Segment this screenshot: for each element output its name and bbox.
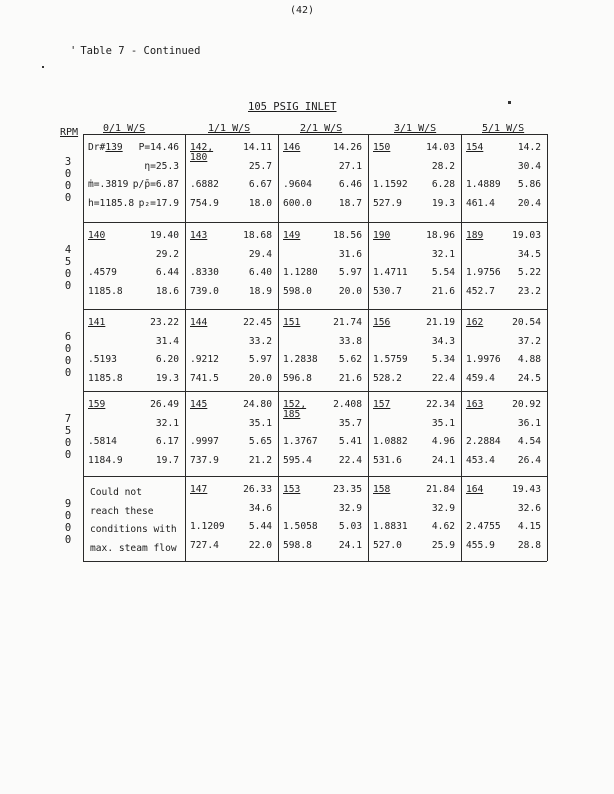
flow-value: 1.9976 xyxy=(466,354,501,365)
run-number xyxy=(373,230,390,242)
enthalpy-value: 1185.8 xyxy=(88,372,123,384)
note-line: Could not xyxy=(90,487,142,498)
enthalpy-value: 531.6 xyxy=(373,454,402,466)
exhaust-value: 24.1 xyxy=(338,539,362,551)
efficiency-value: 35.1 xyxy=(431,417,455,429)
run-number xyxy=(466,484,483,496)
run-id: 180 xyxy=(190,152,208,163)
efficiency-value: η=25.3 xyxy=(144,160,179,172)
run-number xyxy=(190,484,207,496)
column-header: 0/1 W/S xyxy=(103,123,146,134)
pressure-value: 19.43 xyxy=(512,484,541,495)
flow-value: 1.4711 xyxy=(373,267,408,278)
pressure-value: 26.49 xyxy=(150,399,179,410)
flow-value: .9604 xyxy=(283,179,312,190)
ratio-value: 5.86 xyxy=(517,179,541,190)
pressure-value: 18.96 xyxy=(426,230,455,241)
rpm-digit: 5 xyxy=(64,425,72,437)
flow-value: .9212 xyxy=(190,354,219,365)
rpm-digit: 0 xyxy=(64,355,72,367)
pressure-value: 14.26 xyxy=(333,142,362,153)
pressure-value: 18.68 xyxy=(243,230,272,241)
exhaust-value: 20.0 xyxy=(338,285,362,297)
run-number xyxy=(283,142,300,154)
rpm-digit: 0 xyxy=(64,367,72,379)
run-id: 145 xyxy=(190,399,208,410)
run-number xyxy=(373,142,390,154)
grid-vline xyxy=(547,134,548,561)
scan-mark xyxy=(508,101,511,104)
enthalpy-value: 754.9 xyxy=(190,197,219,209)
enthalpy-value: 598.0 xyxy=(283,285,312,297)
pressure-value: 18.56 xyxy=(333,230,362,241)
exhaust-value: 24.5 xyxy=(517,372,541,384)
flow-value: 1.3767 xyxy=(283,436,318,447)
enthalpy-value: 595.4 xyxy=(283,454,312,466)
exhaust-value: 21.6 xyxy=(431,285,455,297)
pressure-value: 19.03 xyxy=(512,230,541,241)
ratio-value: 6.67 xyxy=(248,179,272,190)
enthalpy-value: 453.4 xyxy=(466,454,495,466)
enthalpy-value: 737.9 xyxy=(190,454,219,466)
efficiency-value: 25.7 xyxy=(248,160,272,172)
run-id: 190 xyxy=(373,230,391,241)
pressure-value: 23.35 xyxy=(333,484,362,495)
enthalpy-value: 600.0 xyxy=(283,197,312,209)
run-number xyxy=(283,317,300,329)
efficiency-value: 30.4 xyxy=(517,160,541,172)
rpm-digit: 0 xyxy=(64,168,72,180)
efficiency-value: 34.6 xyxy=(248,502,272,514)
exhaust-value: 22.0 xyxy=(248,539,272,551)
rpm-digit: 6 xyxy=(64,331,72,343)
table-caption: ' Table 7 - Continued xyxy=(70,45,201,57)
pressure-value: 21.84 xyxy=(426,484,455,495)
pressure-value: 14.03 xyxy=(426,142,455,153)
exhaust-value: 19.7 xyxy=(155,454,179,466)
ratio-value: 5.34 xyxy=(431,354,455,365)
grid-vline xyxy=(368,134,369,561)
pressure-value: 22.34 xyxy=(426,399,455,410)
pressure-value: 23.22 xyxy=(150,317,179,328)
efficiency-value: 29.2 xyxy=(155,248,179,260)
pressure-value: 19.40 xyxy=(150,230,179,241)
grid-hline xyxy=(83,561,547,562)
enthalpy-value: 527.0 xyxy=(373,539,402,551)
note-line: max. steam flow xyxy=(90,542,177,554)
run-prefix: Dr# xyxy=(88,142,106,153)
exhaust-value: 20.4 xyxy=(517,197,541,209)
grid-hline xyxy=(83,134,547,135)
flow-value: .5193 xyxy=(88,354,117,365)
ratio-value: 5.03 xyxy=(338,521,362,532)
pressure-value: 26.33 xyxy=(243,484,272,495)
pressure-value: 21.74 xyxy=(333,317,362,328)
exhaust-value: 21.2 xyxy=(248,454,272,466)
run-number xyxy=(190,317,207,329)
run-id: 157 xyxy=(373,399,391,410)
run-number xyxy=(283,484,300,496)
run-id: 189 xyxy=(466,230,484,241)
ratio-value: 4.96 xyxy=(431,436,455,447)
column-header: 3/1 W/S xyxy=(394,123,437,134)
ratio-value: 5.65 xyxy=(248,436,272,447)
run-id: 151 xyxy=(283,317,301,328)
run-number xyxy=(373,484,390,496)
exhaust-value: p₂=17.9 xyxy=(138,197,179,209)
enthalpy-value: 530.7 xyxy=(373,285,402,297)
exhaust-value: 18.6 xyxy=(155,285,179,297)
pressure-value: P=14.46 xyxy=(138,142,179,153)
efficiency-value: 27.1 xyxy=(338,160,362,172)
grid-hline xyxy=(83,309,547,310)
run-id: 158 xyxy=(373,484,391,495)
ratio-value: 6.28 xyxy=(431,179,455,190)
exhaust-value: 20.0 xyxy=(248,372,272,384)
pressure-value: 22.45 xyxy=(243,317,272,328)
enthalpy-value: 598.8 xyxy=(283,539,312,551)
enthalpy-value: 455.9 xyxy=(466,539,495,551)
ratio-value: 5.97 xyxy=(338,267,362,278)
run-number xyxy=(190,230,207,242)
exhaust-value: 26.4 xyxy=(517,454,541,466)
efficiency-value: 31.4 xyxy=(155,335,179,347)
efficiency-value: 34.5 xyxy=(517,248,541,260)
ratio-value: 6.40 xyxy=(248,267,272,278)
efficiency-value: 34.3 xyxy=(431,335,455,347)
exhaust-value: 22.4 xyxy=(338,454,362,466)
run-number xyxy=(466,399,483,411)
flow-value: .9997 xyxy=(190,436,219,447)
ratio-value: 4.62 xyxy=(431,521,455,532)
grid-hline xyxy=(83,391,547,392)
efficiency-value: 32.6 xyxy=(517,502,541,514)
ratio-value: 5.54 xyxy=(431,267,455,278)
flow-value: .8330 xyxy=(190,267,219,278)
flow-value: .4579 xyxy=(88,267,117,278)
flow-value: 1.4889 xyxy=(466,179,501,190)
run-id: 141 xyxy=(88,317,106,328)
table-subtitle: 105 PSIG INLET xyxy=(248,101,337,113)
exhaust-value: 18.7 xyxy=(338,197,362,209)
rpm-digit: 0 xyxy=(64,534,72,546)
run-id: 147 xyxy=(190,484,208,495)
run-id: 152, xyxy=(283,399,307,410)
flow-value: 1.5759 xyxy=(373,354,408,365)
ratio-value: p/p̄=6.87 xyxy=(132,179,179,190)
run-number xyxy=(283,399,306,421)
flow-value: 1.2838 xyxy=(283,354,318,365)
run-id: 185 xyxy=(283,409,301,420)
exhaust-value: 28.8 xyxy=(517,539,541,551)
efficiency-value: 31.6 xyxy=(338,248,362,260)
enthalpy-value: 528.2 xyxy=(373,372,402,384)
rpm-digit: 0 xyxy=(64,449,72,461)
exhaust-value: 23.2 xyxy=(517,285,541,297)
grid-vline xyxy=(185,134,186,561)
ratio-value: 5.22 xyxy=(517,267,541,278)
run-id: 159 xyxy=(88,399,106,410)
flow-value: .5814 xyxy=(88,436,117,447)
enthalpy-value: 527.9 xyxy=(373,197,402,209)
flow-value: .6882 xyxy=(190,179,219,190)
pressure-value: 21.19 xyxy=(426,317,455,328)
ratio-value: 5.44 xyxy=(248,521,272,532)
exhaust-value: 25.9 xyxy=(431,539,455,551)
flow-value: 1.1280 xyxy=(283,267,318,278)
efficiency-value: 33.8 xyxy=(338,335,362,347)
pressure-value: 14.2 xyxy=(517,142,541,153)
run-id: 149 xyxy=(283,230,301,241)
caption-text: Table 7 - Continued xyxy=(80,45,201,57)
enthalpy-value: 1185.8 xyxy=(88,285,123,297)
ratio-value: 6.20 xyxy=(155,354,179,365)
rpm-digit: 0 xyxy=(64,268,72,280)
run-id: 146 xyxy=(283,142,301,153)
enthalpy-value: h=1185.8 xyxy=(88,197,135,209)
run-id: 143 xyxy=(190,230,208,241)
grid-hline xyxy=(83,476,547,477)
efficiency-value: 32.9 xyxy=(431,502,455,514)
run-id: 154 xyxy=(466,142,484,153)
run-id: 142, xyxy=(190,142,214,153)
exhaust-value: 18.0 xyxy=(248,197,272,209)
run-id: 163 xyxy=(466,399,484,410)
column-header: 1/1 W/S xyxy=(208,123,251,134)
rpm-digit: 5 xyxy=(64,256,72,268)
flow-value: 1.8831 xyxy=(373,521,408,532)
flow-value: 1.9756 xyxy=(466,267,501,278)
grid-vline xyxy=(461,134,462,561)
ratio-value: 4.15 xyxy=(517,521,541,532)
flow-value: 2.2884 xyxy=(466,436,501,447)
run-number xyxy=(88,317,105,329)
enthalpy-value: 452.7 xyxy=(466,285,495,297)
run-id: 144 xyxy=(190,317,208,328)
scan-mark xyxy=(42,66,44,68)
exhaust-value: 19.3 xyxy=(431,197,455,209)
rpm-digit: 3 xyxy=(64,156,72,168)
run-number xyxy=(88,142,123,154)
ratio-value: 5.97 xyxy=(248,354,272,365)
flow-value: ṁ=.3819 xyxy=(88,179,129,190)
efficiency-value: 32.1 xyxy=(155,417,179,429)
exhaust-value: 21.6 xyxy=(338,372,362,384)
column-header: 5/1 W/S xyxy=(482,123,525,134)
run-number xyxy=(373,317,390,329)
flow-value: 1.1592 xyxy=(373,179,408,190)
rpm-digit: 0 xyxy=(64,180,72,192)
efficiency-value: 32.1 xyxy=(431,248,455,260)
run-number xyxy=(190,142,213,164)
rpm-digit: 0 xyxy=(64,437,72,449)
rpm-digit: 0 xyxy=(64,522,72,534)
run-id: 164 xyxy=(466,484,484,495)
ratio-value: 6.17 xyxy=(155,436,179,447)
pressure-value: 2.408 xyxy=(333,399,362,410)
run-id: 139 xyxy=(105,142,123,153)
ratio-value: 5.62 xyxy=(338,354,362,365)
enthalpy-value: 596.8 xyxy=(283,372,312,384)
page-number: (42) xyxy=(290,5,315,16)
enthalpy-value: 459.4 xyxy=(466,372,495,384)
pressure-value: 20.54 xyxy=(512,317,541,328)
efficiency-value: 33.2 xyxy=(248,335,272,347)
efficiency-value: 35.1 xyxy=(248,417,272,429)
ratio-value: 6.44 xyxy=(155,267,179,278)
pressure-value: 14.11 xyxy=(243,142,272,153)
ratio-value: 4.88 xyxy=(517,354,541,365)
grid-vline xyxy=(278,134,279,561)
run-id: 156 xyxy=(373,317,391,328)
run-number xyxy=(466,230,483,242)
ratio-value: 6.46 xyxy=(338,179,362,190)
flow-value: 1.0882 xyxy=(373,436,408,447)
exhaust-value: 19.3 xyxy=(155,372,179,384)
run-number xyxy=(466,317,483,329)
run-number xyxy=(88,230,105,242)
rpm-digit: 0 xyxy=(64,280,72,292)
run-number xyxy=(190,399,207,411)
note-line: conditions with xyxy=(90,524,177,535)
grid-hline xyxy=(83,222,547,223)
efficiency-value: 37.2 xyxy=(517,335,541,347)
efficiency-value: 36.1 xyxy=(517,417,541,429)
run-id: 162 xyxy=(466,317,484,328)
exhaust-value: 18.9 xyxy=(248,285,272,297)
efficiency-value: 28.2 xyxy=(431,160,455,172)
run-number xyxy=(373,399,390,411)
grid-vline xyxy=(83,134,84,561)
rpm-header: RPM xyxy=(60,127,79,138)
exhaust-value: 24.1 xyxy=(431,454,455,466)
enthalpy-value: 741.5 xyxy=(190,372,219,384)
flow-value: 1.5058 xyxy=(283,521,318,532)
run-id: 153 xyxy=(283,484,301,495)
flow-value: 2.4755 xyxy=(466,521,501,532)
enthalpy-value: 1184.9 xyxy=(88,454,123,466)
flow-value: 1.1209 xyxy=(190,521,225,532)
run-number xyxy=(88,399,105,411)
run-id: 140 xyxy=(88,230,106,241)
run-number xyxy=(283,230,300,242)
ratio-value: 5.41 xyxy=(338,436,362,447)
run-number xyxy=(466,142,483,154)
rpm-digit: 4 xyxy=(64,244,72,256)
enthalpy-value: 461.4 xyxy=(466,197,495,209)
rpm-digit: 7 xyxy=(64,413,72,425)
note-line: reach these xyxy=(90,505,154,517)
column-header: 2/1 W/S xyxy=(300,123,343,134)
efficiency-value: 35.7 xyxy=(338,417,362,429)
run-id: 150 xyxy=(373,142,391,153)
enthalpy-value: 739.0 xyxy=(190,285,219,297)
ratio-value: 4.54 xyxy=(517,436,541,447)
rpm-digit: 0 xyxy=(64,343,72,355)
rpm-digit: 0 xyxy=(64,510,72,522)
pressure-value: 20.92 xyxy=(512,399,541,410)
rpm-digit: 9 xyxy=(64,498,72,510)
pressure-value: 24.80 xyxy=(243,399,272,410)
efficiency-value: 32.9 xyxy=(338,502,362,514)
enthalpy-value: 727.4 xyxy=(190,539,219,551)
rpm-digit: 0 xyxy=(64,192,72,204)
exhaust-value: 22.4 xyxy=(431,372,455,384)
efficiency-value: 29.4 xyxy=(248,248,272,260)
